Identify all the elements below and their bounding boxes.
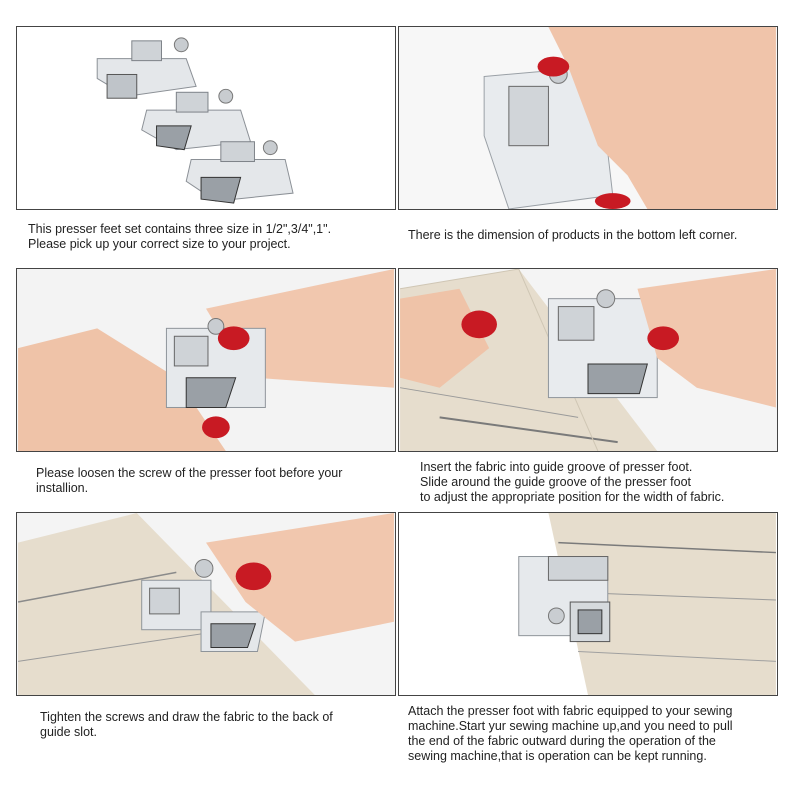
step-3-photo: [16, 268, 396, 452]
presser-foot-large: [186, 141, 293, 203]
presser-feet-set-image: [17, 27, 395, 209]
presser-foot-medium: [142, 89, 251, 149]
step-6-photo: [398, 512, 778, 696]
step-5-caption: Tighten the screws and draw the fabric to the back of guide slot.: [40, 710, 333, 739]
tighten-screws-image: [17, 513, 395, 695]
presser-foot-small: [97, 38, 196, 98]
step-4-caption: Insert the fabric into guide groove of presser foot. Slide around the guide groove of the presser foot to adjust the appropriate position for the width of fabric.: [420, 460, 725, 504]
insert-fabric-image: [399, 269, 777, 451]
loosen-screw-image: [17, 269, 395, 451]
fingernail: [647, 326, 679, 350]
fingernail: [202, 416, 230, 438]
fingernail: [461, 311, 497, 339]
attach-to-machine-image: [399, 513, 777, 695]
step-3-caption: Please loosen the screw of the presser foot before your installion.: [36, 466, 343, 495]
step-1-photo: [16, 26, 396, 210]
step-6-caption: Attach the presser foot with fabric equipped to your sewing machine.Start yur sewing machine up,and you need to pull the end of the fabric outward during the operation of the sewing machine,that is operation can be kept running.: [408, 704, 733, 763]
step-1-caption: This presser feet set contains three size in 1/2",3/4",1". Please pick up your correct size to your project.: [28, 222, 332, 251]
step-2-photo: [398, 26, 778, 210]
step-5-photo: [16, 512, 396, 696]
fingernail: [218, 326, 250, 350]
fingernail: [236, 562, 272, 590]
fingernail: [595, 193, 631, 209]
step-4-photo: [398, 268, 778, 452]
step-2-caption: There is the dimension of products in the bottom left corner.: [408, 228, 738, 242]
hand-holding-foot-image: [399, 27, 777, 209]
fingernail: [538, 57, 570, 77]
